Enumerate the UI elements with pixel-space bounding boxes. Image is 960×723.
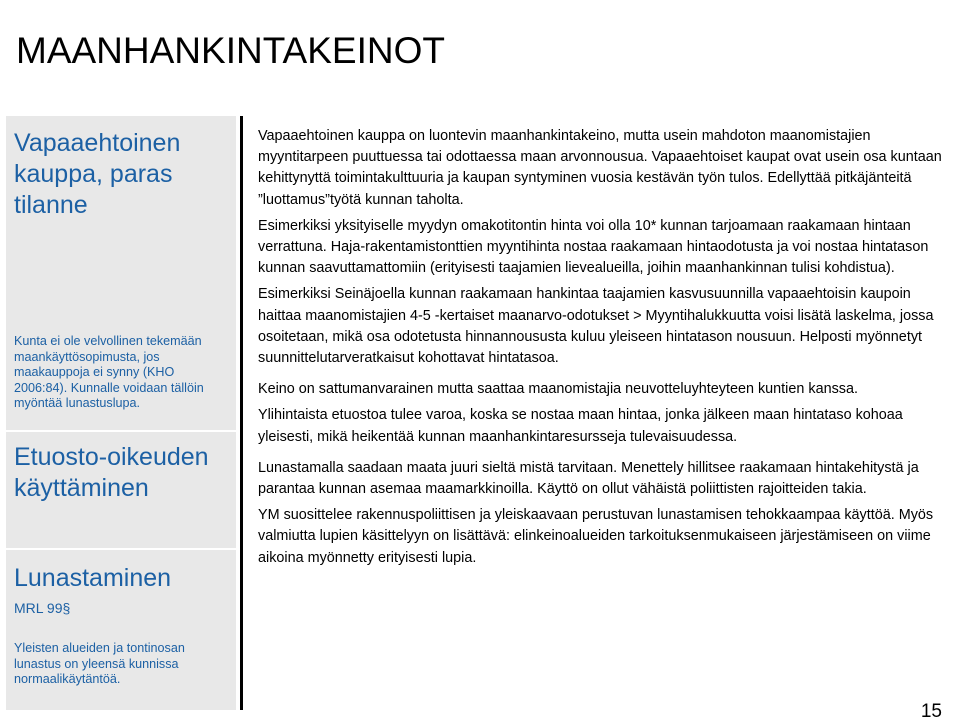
page-number: 15 — [920, 701, 942, 722]
sidebar-heading-etuosto: Etuosto-oikeuden käyttäminen — [14, 443, 209, 502]
paragraph: Esimerkiksi yksityiselle myydyn omakotitontin hinta voi olla 10* kunnan tarjoamaan raakamaan hintaan verrattuna. Haja-rakentamistonttien myyntihinta nostaa raakamaan hintaodotusta ja voi nostaa hintatason kunnan saavuttamattomiin (erityisesti taajamien lievealueilla, joihin maanhankinnan tulisi kohdistua). — [258, 217, 929, 277]
sidebar-note-lunastaminen: Yleisten alueiden ja tontinosan lunastus on yleensä kunnissa normaalikäytäntöä. — [14, 641, 185, 686]
sidebar-heading-vapaaehtoinen: Vapaaehtoinen kauppa, paras tilanne — [14, 129, 181, 219]
paragraph: Esimerkiksi Seinäjoella kunnan raakamaan hankintaa taajamien kasvusuunnilla vapaaehtoisin kaupoin haittaa maanomistajien 4-5 -kertaiset maanarvo-odotukset > Myyntihalukkuutta voisi lisätä laskelma, jossa osoitetaan, mikä osa odotetusta hinnannoususta kuluu yleiseen hintatason nousuun. Helposti myönnetyt suunnittelutarveratkaisut kohottavat hintatasoa. — [258, 286, 934, 367]
paragraph: Vapaaehtoinen kauppa on luontevin maanhankintakeino, mutta usein mahdoton maanomistajien myyntitarpeen puuttuessa tai odottaessa maan arvonnousua. Vapaaehtoiset kaupat ovat usein osa kuntaan kehittynyttä toimintakulttuuria ja kaupan syntyminen vuosia kestävän työn tulos. Edellyttää pitkäjänteitä ”luottamus”työtä kunnan taholta. — [258, 128, 942, 208]
paragraph: Keino on sattumanvarainen mutta saattaa maanomistajia neuvotteluyhteyteen kuntien kanssa. — [258, 381, 858, 398]
vertical-divider — [240, 116, 243, 710]
sidebar-divider — [6, 548, 236, 550]
content-area — [258, 126, 950, 569]
paragraph: Lunastamalla saadaan maata juuri sieltä mistä tarvitaan. Menettely hillitsee raakamaan hintakehitystä ja parantaa kunnan asemaa maamarkkinoilla. Käyttö on ollut vähäistä poliittisten rajoitteiden takia. — [258, 459, 919, 498]
sidebar-divider — [6, 430, 236, 432]
sidebar-note-vapaaehtoinen: Kunta ei ole velvollinen tekemään maankäyttösopimusta, jos maakauppoja ei synny (KHO 2006:84). Kunnalle voidaan tällöin myöntää lunastuslupa. — [14, 334, 204, 410]
slide-title: MAANHANKINTAKEINOT — [16, 30, 445, 71]
section-lunastaminen — [258, 458, 950, 569]
paragraph: YM suosittelee rakennuspoliittisen ja yleiskaavaan perustuvan lunastamisen tehokkaampaa käyttöä. Myös valmiutta lupien käsittelyyn on lisättävä: elinkeinoalueiden tarkoituksenmukaiseen järjestämiseen on viime aikoina myönnetty erityisesti lupia. — [258, 507, 934, 566]
sidebar-sub-lunastaminen: MRL 99§ — [14, 600, 71, 616]
sidebar-heading-lunastaminen: Lunastaminen — [14, 564, 172, 592]
section-etuosto — [258, 379, 950, 448]
paragraph: Ylihintaista etuostoa tulee varoa, koska se nostaa maan hintaa, jonka jälkeen maan hintataso kohoaa yleisesti, mikä heikentää kunnan maanhankintaresursseja tulevaisuudessa. — [258, 407, 903, 445]
section-vapaaehtoinen — [258, 126, 950, 369]
